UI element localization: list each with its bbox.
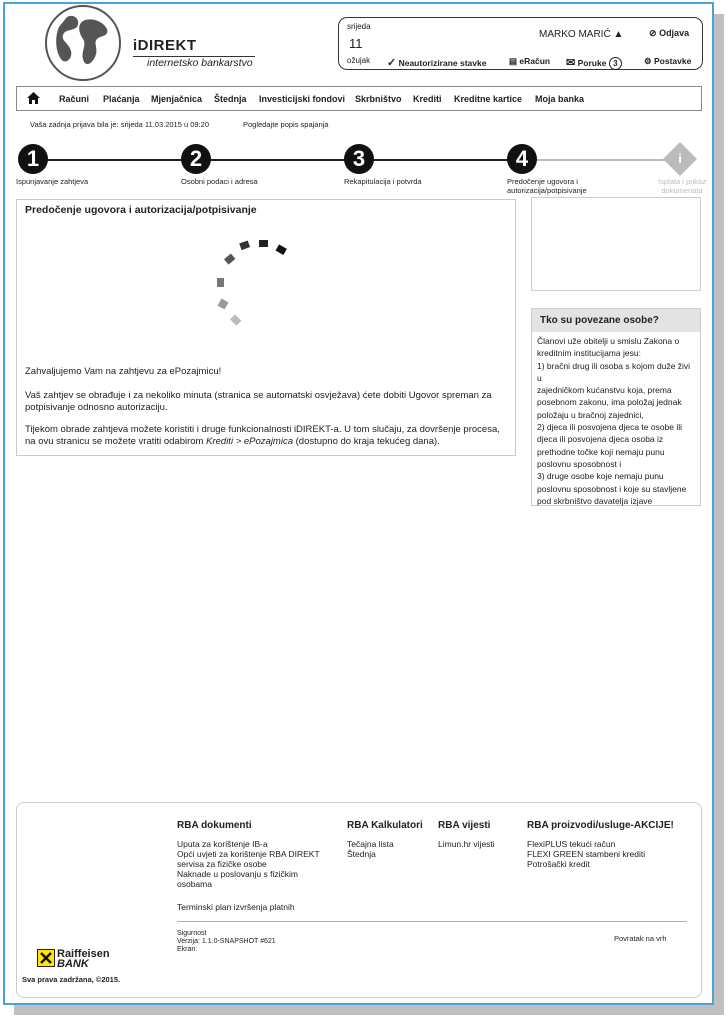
related-line: položaju u bračnoj zajednici, xyxy=(537,409,644,420)
thanks-message: Zahvaljujemo Vam na zahtjevu za ePozajmicu! xyxy=(25,366,222,377)
footer-news-title: RBA vijesti xyxy=(438,820,491,831)
nav-item-kreditne-kartice[interactable]: Kreditne kartice xyxy=(454,94,523,104)
logout-button[interactable] xyxy=(649,28,689,39)
step-5-label xyxy=(652,177,712,195)
nav-item-investicijski-fondovi[interactable]: Investicijski fondovi xyxy=(259,94,346,104)
footer-products-link[interactable]: FlexiPLUS tekući račun xyxy=(527,839,616,849)
related-line: 2) djeca ili posvojena djeca te osobe ili xyxy=(537,422,683,433)
step-5-label-line2: dokumenata xyxy=(661,186,703,195)
footer-products-title: RBA proizvodi/usluge-AKCIJE! xyxy=(527,820,674,831)
related-line: zajedničkom kućanstvu koja, prema xyxy=(537,385,672,396)
nav-item-racuni[interactable]: Računi xyxy=(59,94,90,104)
related-persons-text xyxy=(532,332,700,510)
step-4-label-line1: Predočenje ugovora i xyxy=(507,177,578,186)
envelope-icon: ✉ xyxy=(566,57,576,69)
user-panel xyxy=(338,17,703,70)
back-to-top-link[interactable]: Povratak na vrh xyxy=(614,934,667,943)
footer-calc-title: RBA Kalkulatori xyxy=(347,820,423,831)
nav-item-stednja[interactable]: Štednja xyxy=(214,94,247,104)
brand[interactable] xyxy=(133,37,255,69)
user-icon: ▲ xyxy=(613,29,624,40)
document-icon: ▤ xyxy=(509,56,518,66)
check-icon: ✓ xyxy=(387,57,397,69)
sidebar-empty-box xyxy=(531,197,701,291)
footer-meta xyxy=(177,930,276,954)
footer-calc-link[interactable]: Štednja xyxy=(347,849,376,859)
related-line: poslovnu sposobnost i koje su stavljene xyxy=(537,483,687,494)
footer-docs-link[interactable]: Uputa za korištenje IB-a xyxy=(177,839,268,849)
related-line: prethodne točke koji nemaju punu xyxy=(537,446,665,457)
version-info: Verzija: 1.1.0-SNAPSHOT #621 xyxy=(177,938,276,945)
footer-products-column xyxy=(527,821,674,869)
step-5-diamond xyxy=(663,142,697,176)
unauthorized-items-label: Neautorizirane stavke xyxy=(398,58,487,68)
main-content-box xyxy=(16,199,516,456)
step-4-label-line2: autorizacija/potpisivanje xyxy=(507,186,587,195)
footer-calc-link[interactable]: Tečajna lista xyxy=(347,839,394,849)
unauthorized-items-button[interactable] xyxy=(387,56,486,69)
related-line: Članovi uže obitelji u smislu Zakona o xyxy=(537,336,680,346)
frame-shadow-right xyxy=(714,14,724,1015)
related-persons-box xyxy=(531,308,701,506)
related-line: poslovnu sposobnost i xyxy=(537,458,622,469)
brand-subtitle: internetsko bankarstvo xyxy=(133,56,255,69)
related-line: kreditnim institucijama jesu: xyxy=(537,348,641,359)
date-weekday: srijeda xyxy=(347,22,371,31)
copyright: Sva prava zadržana, ©2015. xyxy=(22,975,121,984)
step-3-circle: 3 xyxy=(344,144,374,174)
related-line: 3) druge osobe koje nemaju punu xyxy=(537,471,664,482)
krediti-epozajmica-link[interactable]: Krediti > ePozajmica xyxy=(206,435,293,447)
nav-item-moja-banka[interactable]: Moja banka xyxy=(535,94,585,104)
loading-spinner-icon xyxy=(207,230,307,340)
footer-news-link[interactable]: Limun.hr vijesti xyxy=(438,839,495,849)
eracun-label: eRačun xyxy=(519,56,551,66)
date-month: ožujak xyxy=(347,56,371,65)
connections-list-link[interactable]: Pogledajte popis spajanja xyxy=(243,120,329,129)
raiffeisen-logo-icon xyxy=(37,949,55,967)
info-message-suffix: (dostupno do kraja tekućeg dana). xyxy=(292,435,440,447)
date-day: 11 xyxy=(349,36,363,51)
main-nav xyxy=(16,86,702,111)
info-message xyxy=(25,424,505,447)
footer-products-link[interactable]: Potrošački kredit xyxy=(527,859,590,869)
related-persons-title: Tko su povezane osobe? xyxy=(532,309,700,332)
footer-schedule-link[interactable]: Terminski plan izvršenja platnih xyxy=(177,902,295,912)
globe-logo-icon xyxy=(45,5,121,81)
footer-calc-column xyxy=(347,821,423,859)
nav-item-skrbnistvo[interactable]: Skrbništvo xyxy=(355,94,402,104)
security-link[interactable]: Sigurnost xyxy=(177,930,207,937)
footer-docs-link[interactable]: osobama xyxy=(177,879,212,889)
related-line: posebnom zakonu, ima položaj jednak xyxy=(537,397,682,408)
user-name: MARKO MARIĆ xyxy=(539,29,611,40)
footer-products-link[interactable]: FLEXI GREEN stambeni krediti xyxy=(527,849,646,859)
screen-info: Ekran: xyxy=(177,946,198,953)
logo-text-line2: BANK xyxy=(57,958,89,970)
nav-item-mjenjacnica[interactable]: Mjenjačnica xyxy=(151,94,203,104)
messages-count-badge: 3 xyxy=(609,57,622,70)
info-icon: i xyxy=(678,151,682,166)
gear-icon: ⚙ xyxy=(644,56,652,66)
step-2-label: Osobni podaci i adresa xyxy=(181,177,258,186)
footer-news-column xyxy=(438,821,495,849)
footer-docs-link[interactable]: Opći uvjeti za korištenje RBA DIREKT xyxy=(177,849,320,859)
eracun-button[interactable] xyxy=(509,56,550,67)
brand-title: iDIREKT xyxy=(133,37,197,54)
page-title: Predočenje ugovora i autorizacija/potpisivanje xyxy=(25,204,257,216)
messages-button[interactable] xyxy=(566,56,622,70)
info-message-prefix: Tijekom obrade zahtjeva možete koristiti i druge funkcionalnosti iDIREKT-a. U tom slučaju, za dovršenje procesa, na ovu stranicu se možete vratiti odabirom xyxy=(25,424,500,447)
frame-shadow-bottom xyxy=(14,1005,724,1015)
messages-label: Poruke xyxy=(577,58,607,68)
user-name-area xyxy=(539,29,623,40)
nav-item-krediti[interactable]: Krediti xyxy=(413,94,442,104)
step-2-circle: 2 xyxy=(181,144,211,174)
footer xyxy=(16,802,702,998)
step-4-circle: 4 xyxy=(507,144,537,174)
related-line: pod skrbništvo davatelja izjave xyxy=(537,495,653,506)
steps-remaining-line xyxy=(520,159,680,161)
logo-text-line1: Raiffeisen xyxy=(57,948,110,960)
settings-label: Postavke xyxy=(654,56,692,66)
settings-button[interactable] xyxy=(644,56,691,67)
related-line: 1) bračni drug ili osoba s kojom duže živi u xyxy=(537,360,691,383)
processing-message: Vaš zahtjev se obrađuje i za nekoliko minuta (stranica se automatski osvježava) ćete dobiti Ugovor spreman za potpisivanje odnosno autorizaciju. xyxy=(25,390,492,413)
footer-docs-title: RBA dokumenti xyxy=(177,820,252,831)
footer-docs-link[interactable]: Naknade u poslovanju s fizičkim xyxy=(177,869,298,879)
logout-icon: ⊘ xyxy=(649,28,657,38)
step-5-label-line1: Isplata i prikaz xyxy=(658,177,706,186)
last-login-info: Vaša zadnja prijava bila je: srijeda 11.03.2015 u 09:20 xyxy=(30,120,210,129)
step-4-label xyxy=(507,177,587,195)
step-1-label: Ispunjavanje zahtjeva xyxy=(16,177,89,186)
related-line: djeca ili posvojena djeca osoba iz xyxy=(537,434,664,445)
logout-label: Odjava xyxy=(659,28,690,38)
home-icon[interactable] xyxy=(27,92,40,106)
footer-docs-link[interactable]: servisa za fizičke osobe xyxy=(177,859,267,869)
footer-docs-column xyxy=(177,821,320,912)
nav-item-placanja[interactable]: Plaćanja xyxy=(103,94,140,104)
footer-divider xyxy=(177,921,687,922)
step-1-circle: 1 xyxy=(18,144,48,174)
step-3-label: Rekapitulacija i potvrda xyxy=(344,177,422,186)
